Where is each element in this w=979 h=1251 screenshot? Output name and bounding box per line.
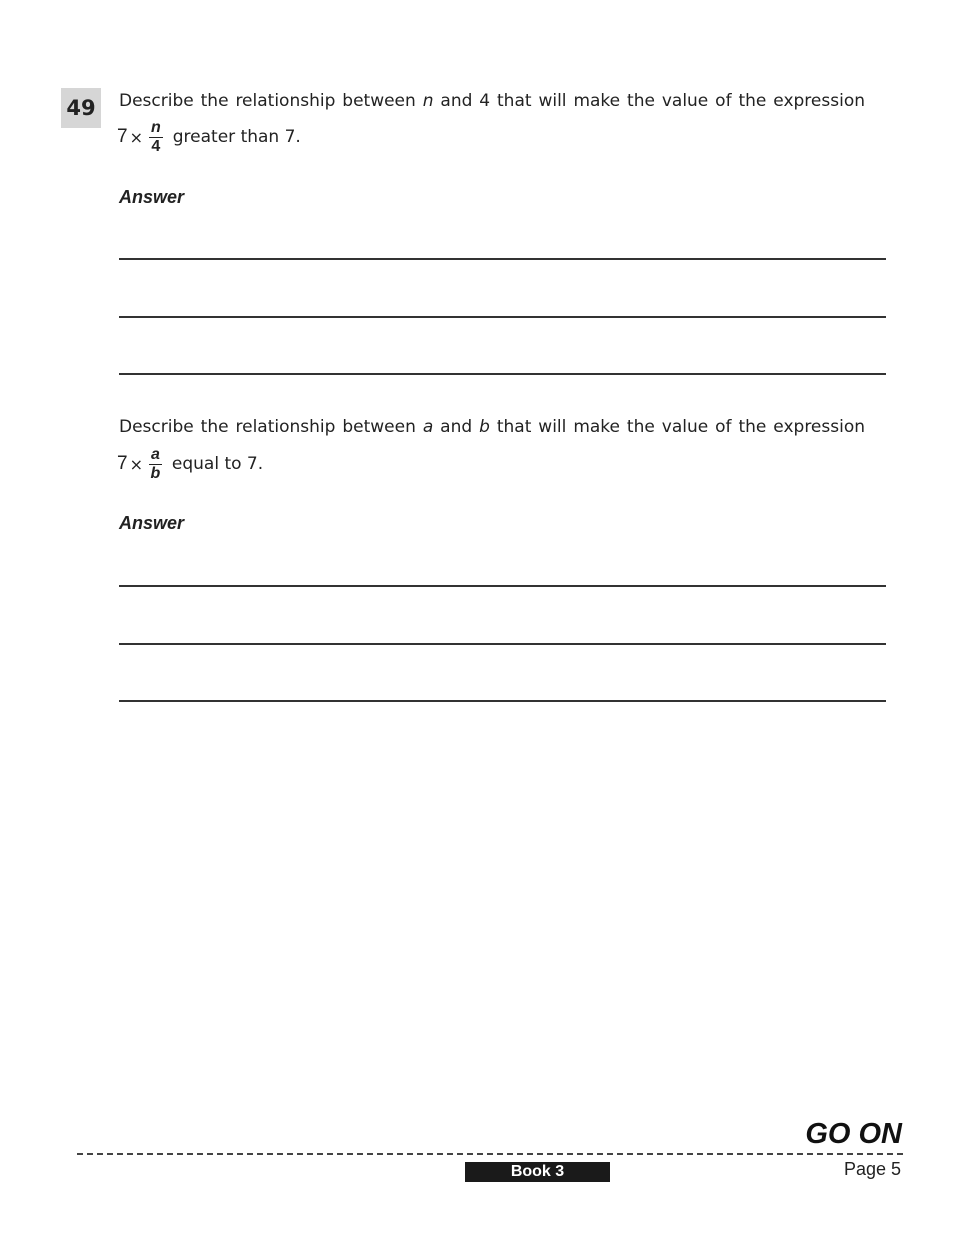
go-on-label: GO ON [805,1118,902,1150]
answer-line-4[interactable] [119,585,886,587]
answer-line-2[interactable] [119,316,886,318]
question-prompt-part2 [119,417,865,437]
answer-line-3[interactable] [119,373,886,375]
answer-line-1[interactable] [119,258,886,260]
expression-coefficient: 7 [117,126,128,147]
footer-dashed-rule [77,1153,903,1155]
fraction-numerator: n [150,118,161,136]
answer-label-part2: Answer [119,513,185,533]
variable-b: b [479,417,490,437]
prompt-text: Describe the relationship between [119,91,423,111]
question-number: 49 [61,88,101,128]
fraction-numerator: a [150,445,160,463]
prompt-text: and 4 that will make the value of the expression [433,91,865,111]
variable-n: n [422,91,434,111]
prompt-text: that will make the value of the expression [489,417,866,437]
fraction-denominator: 4 [151,137,161,155]
question-prompt-part1 [119,91,865,111]
expression-coefficient: 7 [117,453,128,474]
page-number: Page 5 [843,1159,901,1179]
expression-tail: greater than 7. [172,127,301,147]
times-symbol: × [129,127,143,147]
times-symbol: × [129,454,143,474]
fraction-denominator: b [150,464,161,482]
prompt-text: Describe the relationship between [119,417,423,437]
answer-line-6[interactable] [119,700,886,702]
answer-line-5[interactable] [119,643,886,645]
answer-label-part1: Answer [119,187,185,207]
book-label: Book 3 [465,1162,610,1182]
expression-part2 [117,444,263,484]
fraction-n-over-4 [149,120,163,155]
variable-a: a [422,417,434,437]
expression-part1 [117,117,301,157]
prompt-text: and [433,417,480,437]
expression-tail: equal to 7. [171,454,264,474]
fraction-a-over-b [149,447,162,482]
